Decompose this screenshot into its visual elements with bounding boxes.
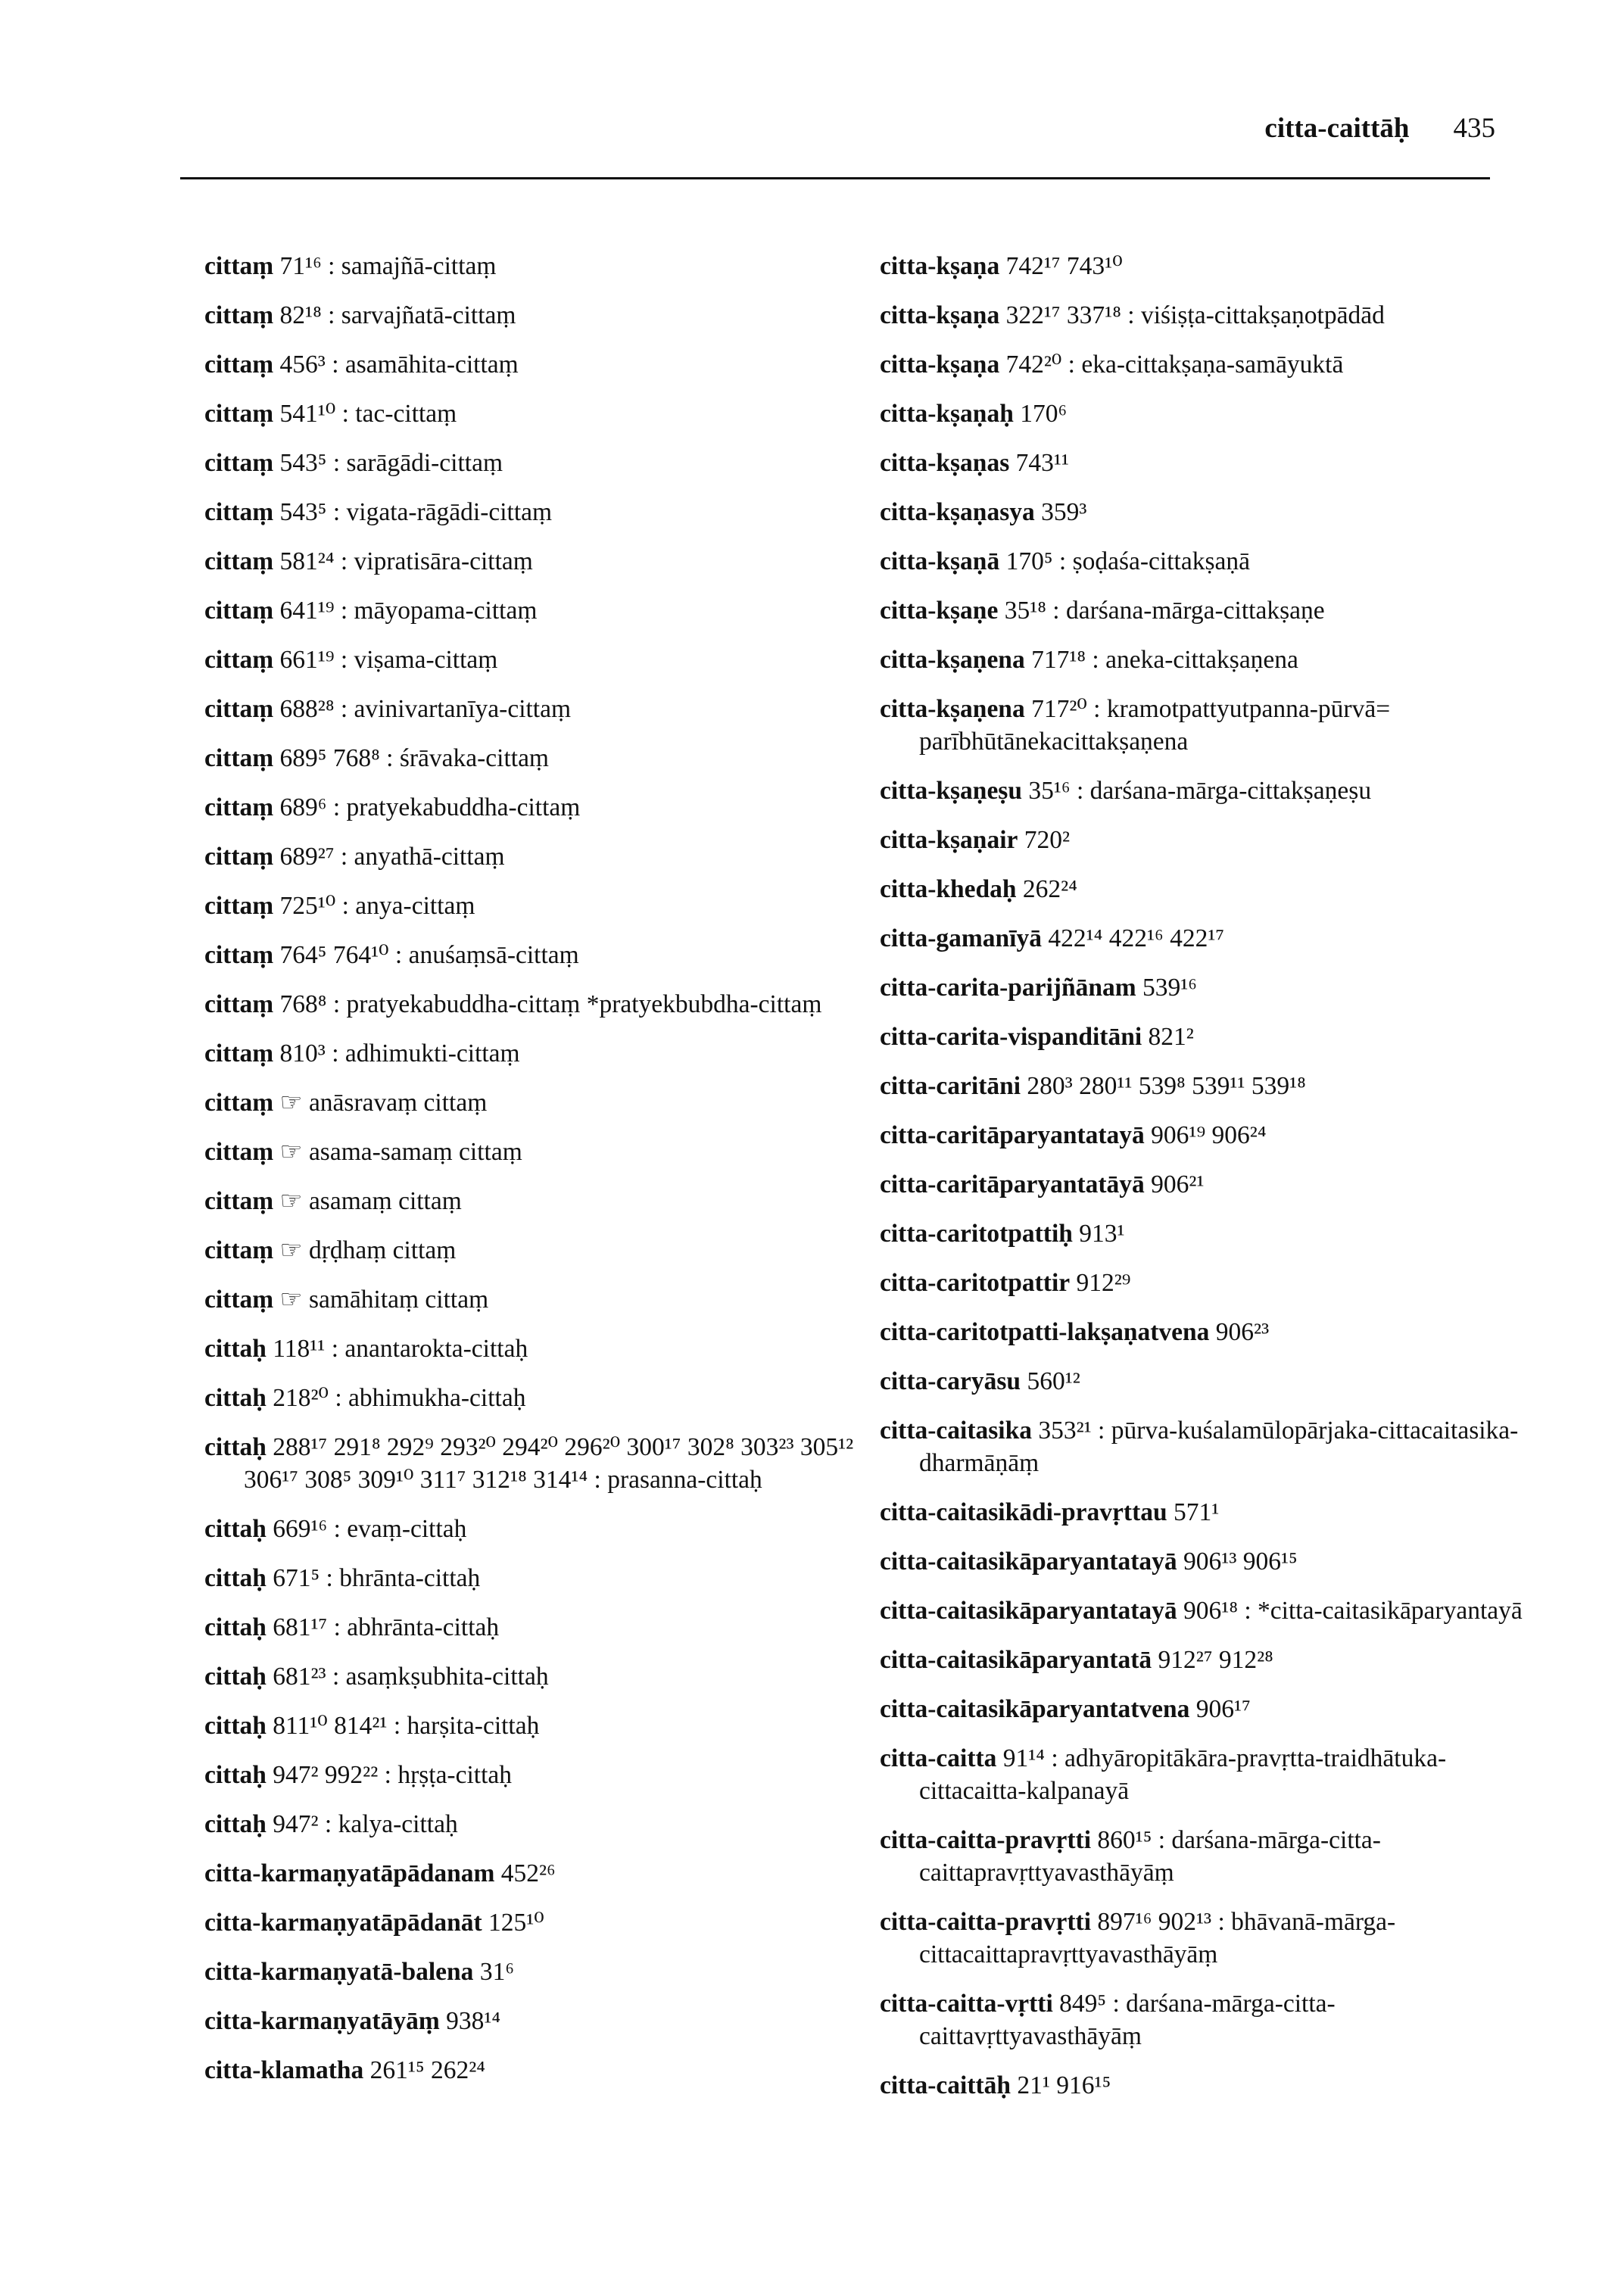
entry-headword: citta-kṣaṇaḥ xyxy=(880,400,1014,428)
entry-headword: citta-caitasika xyxy=(880,1417,1032,1445)
entry-references: 912²⁷ 912²⁸ xyxy=(1158,1646,1273,1674)
entry-headword: citta-karmaṇyatāpādanam xyxy=(204,1859,495,1887)
entry-headword: citta-caritotpattir xyxy=(880,1269,1071,1297)
entry-headword: citta-carita-parijñānam xyxy=(880,974,1136,1002)
index-entry xyxy=(204,1808,886,1840)
entry-headword: citta-kṣaṇena xyxy=(880,646,1025,674)
index-entry xyxy=(204,939,886,971)
index-entry xyxy=(204,988,886,1021)
entry-references: 947² 992²² : hṛṣṭa-cittaḥ xyxy=(273,1761,512,1789)
entry-references: 560¹² xyxy=(1027,1367,1080,1395)
entry-references: ☞ anāsravaṃ cittaṃ xyxy=(279,1089,488,1117)
index-entry xyxy=(880,644,1546,676)
entry-headword: cittaṃ xyxy=(204,843,274,871)
entry-references: 581²⁴ : vipratisāra-cittaṃ xyxy=(279,547,533,575)
index-entry xyxy=(880,1496,1546,1529)
entry-headword: citta-kṣaṇas xyxy=(880,449,1010,477)
entry-headword: citta-caitta xyxy=(880,1744,997,1772)
entry-references: 947² : kalya-cittaḥ xyxy=(273,1810,458,1838)
entry-references: ☞ asama-samaṃ cittaṃ xyxy=(279,1138,522,1166)
index-entry xyxy=(880,1987,1546,2052)
index-entry xyxy=(880,447,1546,479)
index-entry xyxy=(880,1594,1546,1627)
entry-references: ☞ asamaṃ cittaṃ xyxy=(279,1187,462,1215)
index-entry xyxy=(204,1759,886,1791)
entry-headword: citta-kṣaṇeṣu xyxy=(880,777,1022,805)
entry-references: 35¹⁸ : darśana-mārga-cittakṣaṇe xyxy=(1004,597,1325,625)
index-entry xyxy=(204,1660,886,1693)
entry-headword: cittaṃ xyxy=(204,301,274,329)
index-entry xyxy=(880,1316,1546,1348)
entry-headword: citta-caitta-pravṛtti xyxy=(880,1826,1092,1854)
entry-references: 641¹⁹ : māyopama-cittaṃ xyxy=(279,597,538,625)
index-entry xyxy=(880,922,1546,955)
index-entry xyxy=(880,1119,1546,1152)
entry-references: ☞ samāhitaṃ cittaṃ xyxy=(279,1286,489,1314)
entry-headword: citta-klamatha xyxy=(204,2056,364,2084)
index-entry xyxy=(204,693,886,725)
entry-references: 912²⁹ xyxy=(1076,1269,1131,1297)
entry-headword: citta-karmaṇyatāpādanāt xyxy=(204,1909,482,1937)
entry-references: 661¹⁹ : viṣama-cittaṃ xyxy=(279,646,498,674)
entry-headword: cittaṃ xyxy=(204,252,274,280)
index-entry xyxy=(880,775,1546,807)
entry-references: 118¹¹ : anantarokta-cittaḥ xyxy=(273,1335,528,1363)
entry-references: 322¹⁷ 337¹⁸ : viśiṣṭa-cittakṣaṇotpādād xyxy=(1005,301,1385,329)
page-number: 435 xyxy=(1453,113,1495,144)
entry-references: 541¹⁰ : tac-cittaṃ xyxy=(279,400,457,428)
entry-headword: cittaḥ xyxy=(204,1712,267,1740)
entry-references: 71¹⁶ : samajñā-cittaṃ xyxy=(279,252,497,280)
entry-headword: citta-caitasikāparyantatā xyxy=(880,1646,1152,1674)
entry-references: 21¹ 916¹⁵ xyxy=(1017,2071,1111,2099)
entry-headword: citta-kṣaṇa xyxy=(880,301,1000,329)
entry-references: 82¹⁸ : sarvajñatā-cittaṃ xyxy=(279,301,516,329)
entry-headword: cittaṃ xyxy=(204,695,274,723)
index-entry xyxy=(204,1382,886,1414)
entry-headword: citta-karmaṇyatā-balena xyxy=(204,1958,474,1986)
index-entry xyxy=(204,348,886,381)
index-entry xyxy=(880,1021,1546,1053)
index-entry xyxy=(204,1283,886,1316)
entry-references: ☞ dṛḍhaṃ cittaṃ xyxy=(279,1236,457,1264)
entry-headword: citta-caitasikāparyantatvena xyxy=(880,1695,1190,1723)
index-entry xyxy=(880,397,1546,430)
index-entry xyxy=(204,1611,886,1644)
index-entry xyxy=(204,496,886,528)
entry-references: 170⁶ xyxy=(1020,400,1068,428)
entry-references: 810³ : adhimukti-cittaṃ xyxy=(279,1039,520,1068)
entry-headword: cittaḥ xyxy=(204,1335,267,1363)
entry-headword: cittaṃ xyxy=(204,400,274,428)
entry-headword: cittaḥ xyxy=(204,1564,267,1592)
entry-references: 456³ : asamāhita-cittaṃ xyxy=(279,351,519,379)
index-entry xyxy=(880,250,1546,282)
index-entry xyxy=(880,2069,1546,2102)
entry-references: 764⁵ 764¹⁰ : anuśaṃsā-cittaṃ xyxy=(279,941,579,969)
entry-references: 811¹⁰ 814²¹ : harṣita-cittaḥ xyxy=(273,1712,540,1740)
entry-references: 906¹⁸ : *citta-caitasikāparyantayā xyxy=(1183,1597,1523,1625)
entry-headword: cittaṃ xyxy=(204,449,274,477)
entry-headword: cittaḥ xyxy=(204,1663,267,1691)
entry-headword: cittaḥ xyxy=(204,1613,267,1641)
index-entry xyxy=(204,1185,886,1217)
index-entry xyxy=(880,1168,1546,1201)
index-entry xyxy=(204,447,886,479)
entry-references: 689⁶ : pratyekabuddha-cittaṃ xyxy=(279,793,581,821)
index-entry xyxy=(204,1234,886,1267)
index-entry xyxy=(880,693,1546,758)
entry-references: 31⁶ xyxy=(479,1958,514,1986)
entry-references: 543⁵ : sarāgādi-cittaṃ xyxy=(279,449,503,477)
entry-headword: cittaḥ xyxy=(204,1433,267,1461)
entry-references: 288¹⁷ 291⁸ 292⁹ 293²⁰ 294²⁰ 296²⁰ 300¹⁷ 302⁸ 303²³ 305¹² 306¹⁷ 308⁵ 309¹⁰ 311⁷ 312¹⁸ 314¹⁴ : prasanna-cittaḥ xyxy=(244,1433,854,1494)
index-entry xyxy=(204,2054,886,2087)
index-entry xyxy=(880,1906,1546,1971)
index-entry xyxy=(204,1431,886,1496)
running-head: citta-caittāḥ xyxy=(1264,113,1410,144)
entry-headword: citta-caryāsu xyxy=(880,1367,1021,1395)
entry-references: 669¹⁶ : evaṃ-cittaḥ xyxy=(273,1515,467,1543)
index-entry xyxy=(880,1070,1546,1102)
index-entry xyxy=(880,496,1546,528)
entry-references: 125¹⁰ xyxy=(488,1909,544,1937)
entry-headword: citta-kṣaṇa xyxy=(880,252,1000,280)
entry-headword: citta-caritāparyantatayā xyxy=(880,1121,1145,1149)
index-entry xyxy=(880,1267,1546,1299)
entry-references: 717¹⁸ : aneka-cittakṣaṇena xyxy=(1031,646,1298,674)
entry-references: 681¹⁷ : abhrānta-cittaḥ xyxy=(273,1613,500,1641)
entry-references: 35¹⁶ : darśana-mārga-cittakṣaṇeṣu xyxy=(1028,777,1372,805)
left-column xyxy=(204,250,886,2103)
entry-headword: citta-caitta-pravṛtti xyxy=(880,1908,1092,1936)
entry-headword: cittaṃ xyxy=(204,1039,274,1068)
entry-references: 906²³ xyxy=(1215,1318,1270,1346)
entry-references: 218²⁰ : abhimukha-cittaḥ xyxy=(273,1384,526,1412)
entry-references: 359³ xyxy=(1041,498,1087,526)
index-entry xyxy=(204,1513,886,1545)
entry-headword: cittaṃ xyxy=(204,1089,274,1117)
index-entry xyxy=(204,397,886,430)
index-entry xyxy=(880,971,1546,1004)
entry-headword: cittaḥ xyxy=(204,1384,267,1412)
index-entry xyxy=(880,1742,1546,1807)
entry-references: 280³ 280¹¹ 539⁸ 539¹¹ 539¹⁸ xyxy=(1027,1072,1306,1100)
entry-references: 849⁵ : darśana-mārga-citta-caittavṛttyavasthāyāṃ xyxy=(919,1990,1336,2050)
index-entry xyxy=(880,299,1546,332)
entry-headword: citta-kṣaṇena xyxy=(880,695,1025,723)
entry-headword: cittaḥ xyxy=(204,1810,267,1838)
index-entry xyxy=(204,1086,886,1119)
entry-headword: citta-kṣaṇasya xyxy=(880,498,1035,526)
right-column xyxy=(880,250,1546,2118)
entry-references: 261¹⁵ 262²⁴ xyxy=(369,2056,485,2084)
entry-references: 689⁵ 768⁸ : śrāvaka-cittaṃ xyxy=(279,744,549,772)
entry-headword: citta-caitasikāparyantatayā xyxy=(880,1548,1177,1576)
entry-references: 353²¹ : pūrva-kuśalamūlopārjaka-cittacaitasika-dharmāṇāṃ xyxy=(919,1417,1519,1477)
entry-references: 422¹⁴ 422¹⁶ 422¹⁷ xyxy=(1048,924,1225,952)
index-entry xyxy=(204,1037,886,1070)
entry-references: 720² xyxy=(1024,826,1071,854)
entry-references: 913¹ xyxy=(1079,1220,1125,1248)
index-entry xyxy=(204,644,886,676)
entry-references: 725¹⁰ : anya-cittaṃ xyxy=(279,892,475,920)
index-entry xyxy=(880,1824,1546,1889)
index-entry xyxy=(204,1562,886,1594)
entry-headword: cittaṃ xyxy=(204,941,274,969)
entry-references: 743¹¹ xyxy=(1015,449,1069,477)
entry-references: 689²⁷ : anyathā-cittaṃ xyxy=(279,843,505,871)
entry-headword: cittaṃ xyxy=(204,793,274,821)
entry-references: 897¹⁶ 902¹³ : bhāvanā-mārga-cittacaittapravṛttyavasthāyāṃ xyxy=(919,1908,1396,1968)
entry-headword: citta-caittāḥ xyxy=(880,2071,1011,2099)
entry-headword: citta-carita-vispanditāni xyxy=(880,1023,1142,1051)
entry-references: 681²³ : asaṃkṣubhita-cittaḥ xyxy=(273,1663,549,1691)
entry-headword: citta-caitasikāparyantatayā xyxy=(880,1597,1177,1625)
entry-references: 906¹⁹ 906²⁴ xyxy=(1151,1121,1267,1149)
entry-references: 906¹⁷ xyxy=(1195,1695,1251,1723)
index-entry xyxy=(204,299,886,332)
entry-references: 571¹ xyxy=(1173,1498,1220,1526)
entry-references: 539¹⁶ xyxy=(1142,974,1197,1002)
index-entry xyxy=(204,742,886,775)
index-entry xyxy=(880,348,1546,381)
index-entry xyxy=(204,890,886,922)
entry-references: 452²⁶ xyxy=(500,1859,556,1887)
index-entry xyxy=(880,1414,1546,1479)
entry-references: 906²¹ xyxy=(1151,1170,1205,1198)
index-entry xyxy=(880,594,1546,627)
entry-headword: cittaṃ xyxy=(204,597,274,625)
entry-references: 543⁵ : vigata-rāgādi-cittaṃ xyxy=(279,498,553,526)
entry-references: 742²⁰ : eka-cittakṣaṇa-samāyuktā xyxy=(1005,351,1344,379)
entry-headword: citta-gamanīyā xyxy=(880,924,1042,952)
entry-headword: citta-caritāparyantatāyā xyxy=(880,1170,1145,1198)
entry-headword: citta-caritotpatti-lakṣaṇatvena xyxy=(880,1318,1210,1346)
entry-headword: cittaṃ xyxy=(204,990,274,1018)
entry-references: 938¹⁴ xyxy=(446,2007,501,2035)
entry-references: 906¹³ 906¹⁵ xyxy=(1183,1548,1298,1576)
index-entry xyxy=(204,594,886,627)
index-entry xyxy=(880,1365,1546,1398)
header-rule xyxy=(180,177,1490,179)
entry-references: 671⁵ : bhrānta-cittaḥ xyxy=(273,1564,481,1592)
index-entry xyxy=(880,545,1546,578)
entry-headword: cittaṃ xyxy=(204,1187,274,1215)
index-entry xyxy=(204,840,886,873)
entry-headword: citta-caritotpattiḥ xyxy=(880,1220,1073,1248)
entry-headword: citta-khedaḥ xyxy=(880,875,1017,903)
entry-headword: cittaṃ xyxy=(204,892,274,920)
index-entry xyxy=(204,1857,886,1890)
index-entry xyxy=(880,824,1546,856)
entry-headword: cittaṃ xyxy=(204,547,274,575)
index-entry xyxy=(204,2005,886,2037)
index-entry xyxy=(204,791,886,824)
entry-headword: citta-kṣaṇa xyxy=(880,351,1000,379)
entry-headword: cittaṃ xyxy=(204,744,274,772)
index-entry xyxy=(204,1956,886,1988)
index-entry xyxy=(204,1136,886,1168)
entry-headword: citta-caritāni xyxy=(880,1072,1021,1100)
entry-headword: cittaṃ xyxy=(204,498,274,526)
entry-headword: cittaṃ xyxy=(204,351,274,379)
index-entry xyxy=(204,1332,886,1365)
entry-headword: cittaṃ xyxy=(204,1286,274,1314)
entry-headword: citta-caitasikādi-pravṛttau xyxy=(880,1498,1167,1526)
entry-references: 91¹⁴ : adhyāropitākāra-pravṛtta-traidhātuka-cittacaitta-kalpanayā xyxy=(919,1744,1447,1805)
index-entry xyxy=(204,250,886,282)
entry-headword: citta-kṣaṇe xyxy=(880,597,999,625)
entry-headword: cittaṃ xyxy=(204,646,274,674)
entry-headword: citta-caitta-vṛtti xyxy=(880,1990,1053,2018)
entry-headword: cittaḥ xyxy=(204,1761,267,1789)
entry-references: 688²⁸ : avinivartanīya-cittaṃ xyxy=(279,695,572,723)
index-entry xyxy=(880,873,1546,905)
entry-headword: citta-kṣaṇā xyxy=(880,547,1000,575)
index-entry xyxy=(880,1644,1546,1676)
entry-references: 821² xyxy=(1148,1023,1194,1051)
index-entry xyxy=(204,545,886,578)
index-entry xyxy=(204,1906,886,1939)
page-header xyxy=(0,112,1495,145)
entry-headword: citta-karmaṇyatāyāṃ xyxy=(204,2007,440,2035)
index-entry xyxy=(880,1217,1546,1250)
entry-headword: cittaḥ xyxy=(204,1515,267,1543)
entry-references: 742¹⁷ 743¹⁰ xyxy=(1005,252,1123,280)
entry-headword: cittaṃ xyxy=(204,1236,274,1264)
entry-references: 717²⁰ : kramotpattyutpanna-pūrvā= parībhūtānekacittakṣaṇena xyxy=(919,695,1391,756)
index-entry xyxy=(880,1545,1546,1578)
entry-headword: citta-kṣaṇair xyxy=(880,826,1018,854)
index-entry xyxy=(204,1710,886,1742)
entry-headword: cittaṃ xyxy=(204,1138,274,1166)
entry-references: 768⁸ : pratyekabuddha-cittaṃ *pratyekbubdha-cittaṃ xyxy=(279,990,822,1018)
entry-references: 170⁵ : ṣoḍaśa-cittakṣaṇā xyxy=(1005,547,1250,575)
index-entry xyxy=(880,1693,1546,1725)
entry-references: 262²⁴ xyxy=(1022,875,1077,903)
entry-references: 860¹⁵ : darśana-mārga-citta-caittapravṛttyavasthāyāṃ xyxy=(919,1826,1381,1887)
